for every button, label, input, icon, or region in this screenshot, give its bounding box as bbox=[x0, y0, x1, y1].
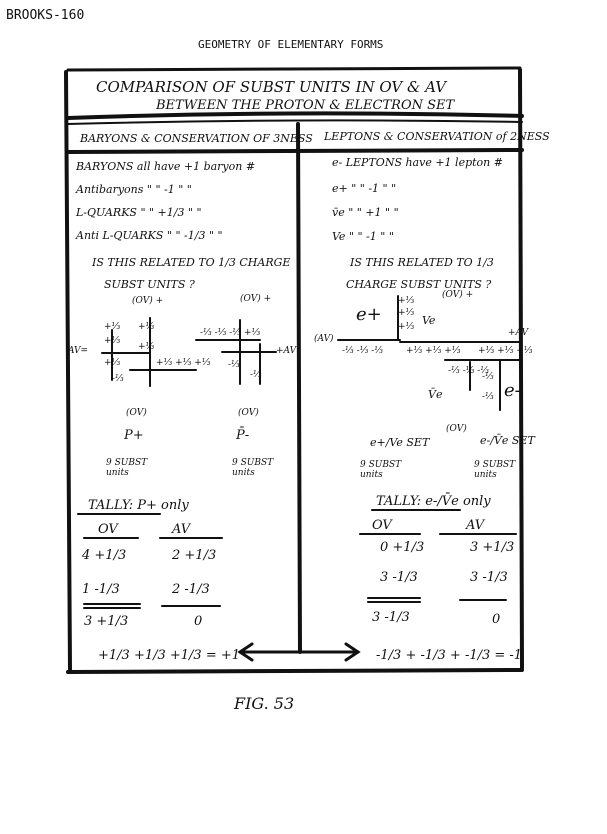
left-sum: +1/3 +1/3 +1/3 = +1 bbox=[98, 648, 241, 663]
left-units-1: 9 SUBST units bbox=[106, 458, 148, 478]
right-units-2: 9 SUBST units bbox=[474, 460, 516, 480]
left-tally-title: TALLY: P+ only bbox=[88, 498, 189, 513]
left-question-1: IS THIS RELATED TO 1/3 CHARGE bbox=[92, 256, 291, 269]
left-col-av: AV bbox=[172, 522, 191, 537]
right-header: LEPTONS & CONSERVATION of 2NESS bbox=[324, 130, 550, 143]
left-p-ov: (OV) bbox=[126, 408, 147, 418]
figure-title-line1: COMPARISON OF SUBST UNITS IN OV & AV bbox=[96, 78, 447, 96]
right-col-av: AV bbox=[466, 518, 485, 533]
right-plus-av: +AV bbox=[508, 328, 529, 338]
av-label: AV= bbox=[68, 346, 89, 356]
left-col-ov: OV bbox=[98, 522, 118, 537]
right-av-row1: 3 +1/3 bbox=[470, 540, 515, 555]
right-row-2: e+ " " -1 " " bbox=[332, 182, 397, 195]
left-row-3: L-QUARKS " " +1/3 " " bbox=[76, 206, 202, 219]
right-set-2: e-/V̄e SET bbox=[480, 434, 535, 447]
avf-label: (AV) bbox=[314, 334, 334, 344]
right-set-ov: (OV) bbox=[446, 424, 467, 434]
figure-title-line2: BETWEEN THE PROTON & ELECTRON SET bbox=[156, 98, 455, 113]
right-row-4: Ve " " -1 " " bbox=[332, 230, 394, 243]
left-ov-total: 3 +1/3 bbox=[84, 614, 129, 629]
left-av-row1: 2 +1/3 bbox=[172, 548, 217, 563]
right-ov-label: (OV) + bbox=[442, 290, 474, 300]
left-p-bar-ov: (OV) bbox=[238, 408, 259, 418]
right-question-1: IS THIS RELATED TO 1/3 bbox=[350, 256, 494, 269]
right-ov-total: 3 -1/3 bbox=[372, 610, 410, 625]
left-ov-row1: 4 +1/3 bbox=[82, 548, 127, 563]
right-av-total: 0 bbox=[492, 612, 501, 627]
left-av-row2: 2 -1/3 bbox=[172, 582, 210, 597]
ve-label: Ve bbox=[422, 314, 436, 327]
left-ov-label-1: (OV) + bbox=[132, 296, 164, 306]
left-ov-row2: 1 -1/3 bbox=[82, 582, 120, 597]
left-header: BARYONS & CONSERVATION OF 3NESS bbox=[80, 132, 313, 145]
left-av-total: 0 bbox=[194, 614, 203, 629]
right-question-2: CHARGE SUBST UNITS ? bbox=[346, 278, 492, 291]
right-sum: -1/3 + -1/3 + -1/3 = -1 bbox=[376, 648, 523, 663]
right-units-1: 9 SUBST units bbox=[360, 460, 402, 480]
right-ov-row1: 0 +1/3 bbox=[380, 540, 425, 555]
right-tally-title: TALLY: e-/V̄e only bbox=[376, 494, 491, 509]
right-col-ov: OV bbox=[372, 518, 392, 533]
right-set-1: e+/Ve SET bbox=[370, 436, 430, 449]
right-row-1: e- LEPTONS have +1 lepton # bbox=[332, 156, 503, 169]
right-av-row2: 3 -1/3 bbox=[470, 570, 508, 585]
left-question-2: SUBST UNITS ? bbox=[104, 278, 195, 291]
right-row-3: v̄e " " +1 " " bbox=[332, 206, 399, 219]
corner-label: BROOKS-160 bbox=[6, 8, 85, 23]
left-particle-1: P+ bbox=[124, 428, 144, 443]
left-row-4: Anti L-QUARKS " " -1/3 " " bbox=[76, 229, 223, 242]
book-title: GEOMETRY OF ELEMENTARY FORMS bbox=[198, 38, 384, 51]
left-row-1: BARYONS all have +1 baryon # bbox=[76, 160, 256, 173]
v-bar-e-label: V̄e bbox=[428, 388, 443, 401]
left-particle-2: P̄- bbox=[236, 428, 250, 443]
left-row-2: Antibaryons " " -1 " " bbox=[76, 183, 192, 196]
e-plus-label: e+ bbox=[356, 304, 382, 325]
left-units-2: 9 SUBST units bbox=[232, 458, 274, 478]
right-ov-row2: 3 -1/3 bbox=[380, 570, 418, 585]
left-plus-av: +AV bbox=[276, 346, 297, 356]
figure-caption: FIG. 53 bbox=[234, 694, 295, 713]
e-minus-label: e- bbox=[504, 380, 521, 401]
left-ov-label-2: (OV) + bbox=[240, 294, 272, 304]
